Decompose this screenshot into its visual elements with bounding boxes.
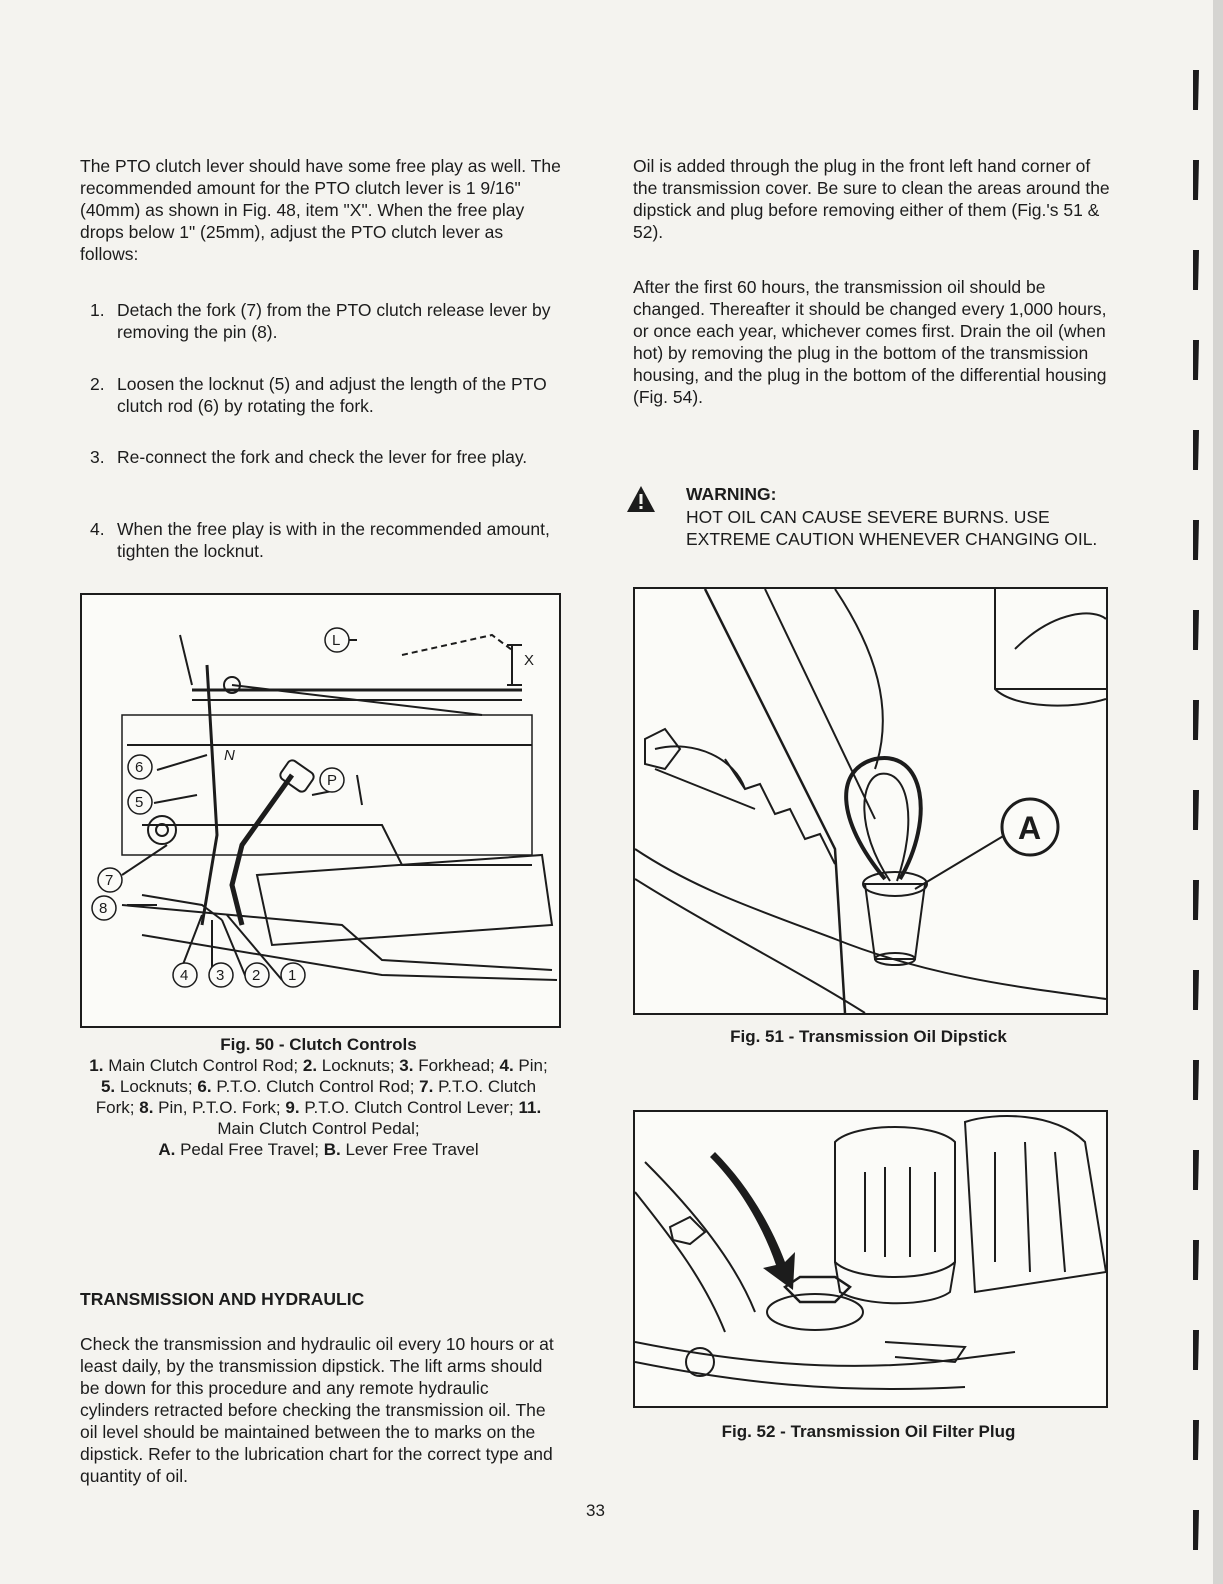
svg-text:7: 7 xyxy=(105,872,114,889)
callout-P xyxy=(320,768,344,792)
callout-1 xyxy=(281,963,305,987)
fig51-caption xyxy=(633,1026,1104,1047)
svg-text:3: 3 xyxy=(216,967,225,984)
warning-title: WARNING: xyxy=(686,484,777,504)
step-item xyxy=(80,299,562,343)
spiral-binding-marks xyxy=(1173,0,1223,1584)
svg-text:8: 8 xyxy=(99,900,108,917)
callout-7 xyxy=(98,868,122,892)
callout-8 xyxy=(92,896,116,920)
pto-intro-paragraph: The PTO clutch lever should have some free play as well. The recommended amount for the PTO clutch lever is 1 9/16" (40mm) as shown in Fig. 48, item "X". When the free play drops below 1" (25mm), adjust the PTO clutch lever as follows: xyxy=(80,156,561,264)
svg-text:L: L xyxy=(332,632,341,649)
callout-6 xyxy=(128,755,152,779)
step-number: 1. xyxy=(90,300,105,320)
fig50-title: Fig. 50 - Clutch Controls xyxy=(220,1035,417,1054)
svg-text:2: 2 xyxy=(252,967,261,984)
step-item xyxy=(80,518,562,562)
oil-change-paragraph: After the first 60 hours, the transmission oil should be changed. Thereafter it should be changed every 1,000 hours, or once each year, whichever comes first. Drain the oil (when hot) by removing the plug in the bottom of the transmission housing, and the plug in the bottom of the differential housing (Fig. 54). xyxy=(633,277,1107,407)
step-item xyxy=(80,373,562,417)
callout-N: N xyxy=(224,747,235,764)
step-text: When the free play is with in the recommended amount, tighten the locknut. xyxy=(117,519,550,561)
step-number: 3. xyxy=(90,447,105,467)
step-number: 4. xyxy=(90,519,105,539)
callout-3 xyxy=(209,963,233,987)
step-text: Loosen the locknut (5) and adjust the length of the PTO clutch rod (6) by rotating the fork. xyxy=(117,374,547,416)
section-heading: TRANSMISSION AND HYDRAULIC xyxy=(80,1289,365,1309)
transmission-check-paragraph: Check the transmission and hydraulic oil every 10 hours or at least daily, by the transmission dipstick. The lift arms should be down for this procedure and any remote hydraulic cylinders retracted before checking the transmission oil. The oil level should be maintained between the to marks on the dipstick. Refer to the lubrication chart for the correct type and quantity of oil. xyxy=(80,1334,554,1486)
warning-text: HOT OIL CAN CAUSE SEVERE BURNS. USE EXTREME CAUTION WHENEVER CHANGING OIL. xyxy=(686,507,1098,549)
svg-text:P: P xyxy=(327,772,338,789)
svg-text:1: 1 xyxy=(288,967,297,984)
arrow-pointer-icon xyxy=(710,1152,795,1290)
fig51-dipstick-illustration xyxy=(633,587,1108,1015)
filter-plug-drawing xyxy=(635,1112,1106,1406)
callout-X: X xyxy=(524,652,535,669)
svg-text:6: 6 xyxy=(135,759,144,776)
fig51-callout-A xyxy=(1002,799,1058,855)
fig50-legend: 1. Main Clutch Control Rod; 2. Locknuts; 3. Forkhead; 4. Pin; 5. Locknuts; 6. P.T.O. Clutch Control Rod; 7. P.T.O. Clutch Fork; 8. Pin, P.T.O. Fork; 9. P.T.O. Clutch Control Lever; 11. Main Clutch Control Pedal; A. Pedal Free Travel; B. Lever Free Travel xyxy=(89,1056,548,1159)
fig51-title: Fig. 51 - Transmission Oil Dipstick xyxy=(730,1027,1007,1046)
step-item xyxy=(80,446,562,468)
dipstick-drawing xyxy=(635,589,1106,1013)
callout-5 xyxy=(128,790,152,814)
fig52-caption xyxy=(633,1421,1104,1442)
step-number: 2. xyxy=(90,374,105,394)
fig52-filter-plug-illustration xyxy=(633,1110,1108,1408)
step-text: Detach the fork (7) from the PTO clutch release lever by removing the pin (8). xyxy=(117,300,551,342)
page-number: 33 xyxy=(586,1501,605,1520)
warning-triangle-icon xyxy=(626,484,656,514)
oil-fill-paragraph: Oil is added through the plug in the front left hand corner of the transmission cover. Be sure to clean the areas around the dipstick and plug before removing either of them (Fig.'s 51 & 52). xyxy=(633,156,1110,242)
step-text: Re-connect the fork and check the lever for free play. xyxy=(117,447,528,467)
svg-text:5: 5 xyxy=(135,794,144,811)
svg-text:4: 4 xyxy=(180,967,189,984)
callout-4 xyxy=(173,963,197,987)
fig52-title: Fig. 52 - Transmission Oil Filter Plug xyxy=(721,1422,1016,1441)
fig50-clutch-controls-illustration xyxy=(80,593,561,1028)
callout-L xyxy=(325,628,349,652)
fig50-caption xyxy=(80,1034,557,1160)
clutch-controls-drawing xyxy=(82,595,559,1026)
callout-2 xyxy=(245,963,269,987)
svg-text:A: A xyxy=(1018,810,1042,846)
